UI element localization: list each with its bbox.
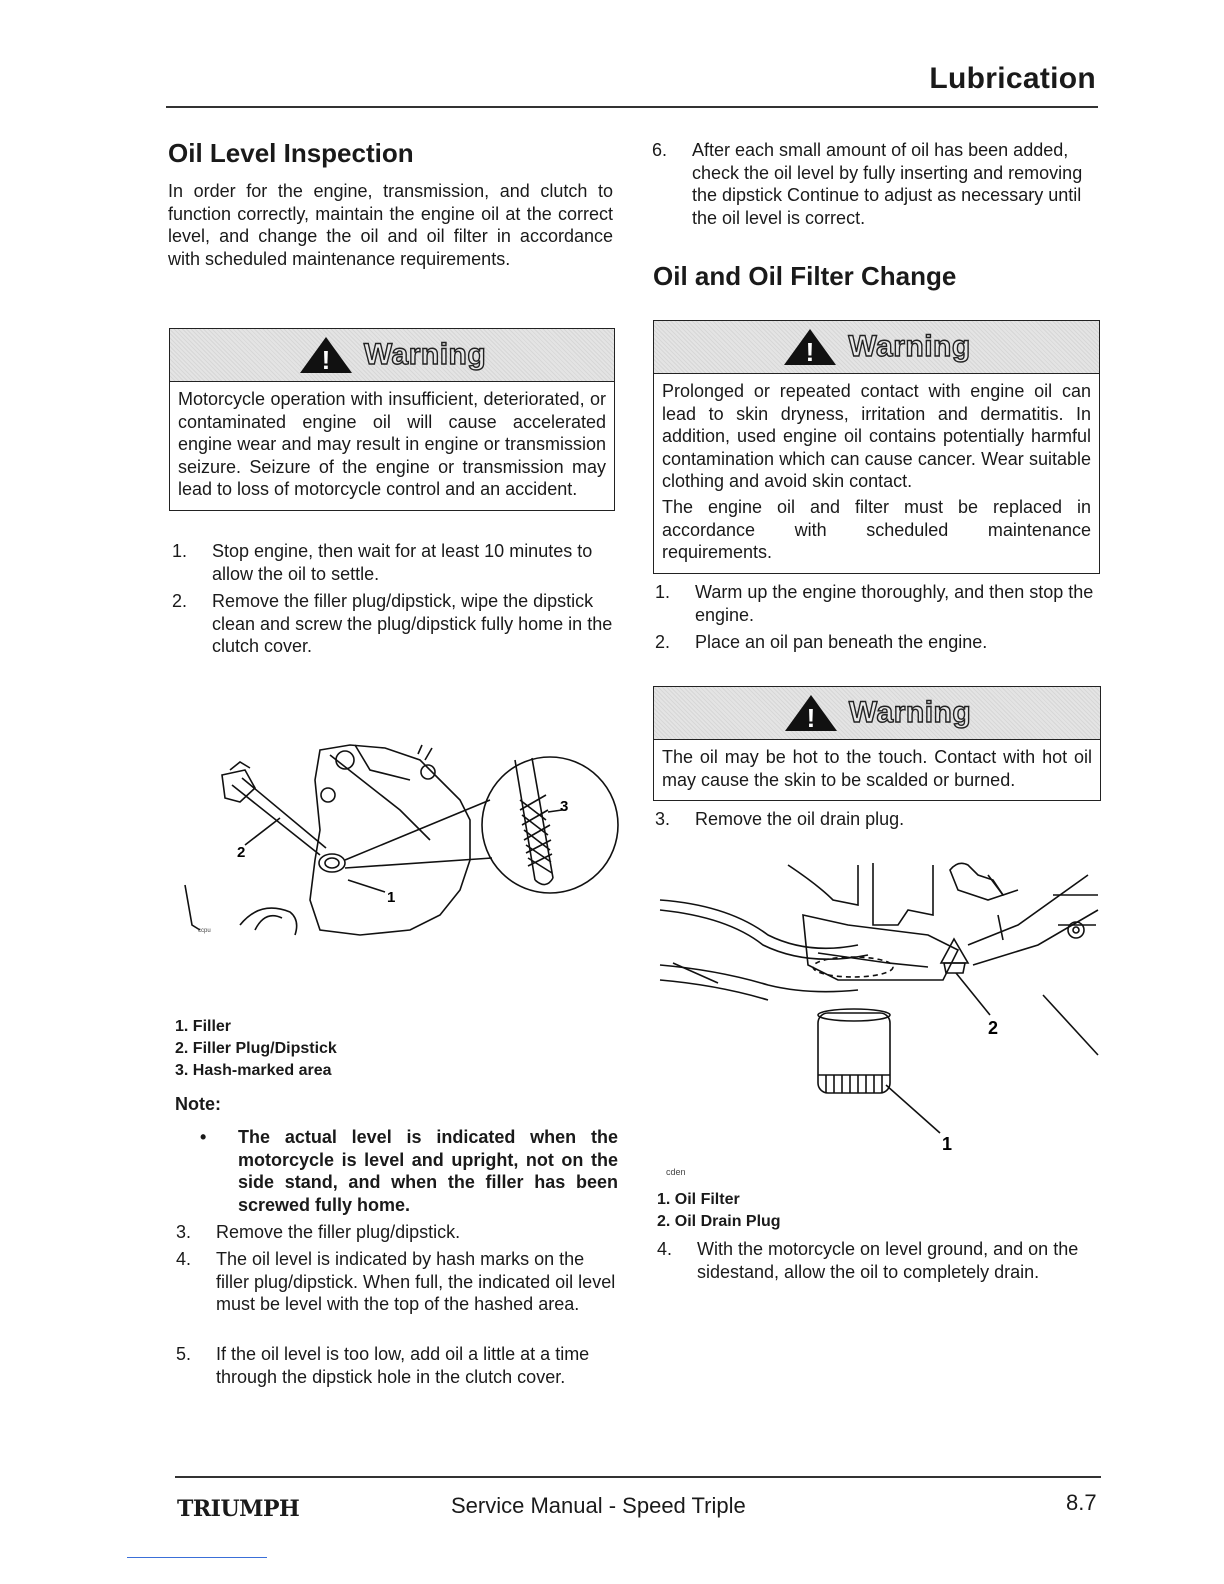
callout-3: 3: [560, 798, 569, 815]
page-number: 8.7: [1066, 1490, 1097, 1515]
caption-2: 2. Filler Plug/Dipstick: [175, 1040, 337, 1057]
list-item: 4. The oil level is indicated by hash marks on the filler plug/dipstick. When full, the indicated oil level must be level with the top of the hashed area.: [176, 1249, 616, 1315]
oil-filter-drain-plug-illustration: [658, 855, 1103, 1155]
caption-1: 1. Oil Filter: [657, 1191, 740, 1208]
left-title: Oil Level Inspection: [168, 138, 414, 168]
warning-box-2: [653, 320, 1100, 574]
section-title: Lubrication: [929, 62, 1096, 95]
footer-manual-title: Service Manual - Speed Triple: [451, 1493, 746, 1518]
header-rule: [166, 106, 1098, 108]
list-item: 2. Remove the filler plug/dipstick, wipe the dipstick clean and screw the plug/dipstick fully home in the clutch cover.: [172, 591, 613, 657]
note-title: Note:: [175, 1094, 221, 1114]
warning-text: The oil may be hot to the touch. Contact with hot oil may cause the skin to be scalded or burned.: [662, 747, 1092, 790]
warning-box-1: [169, 328, 615, 511]
footer-link-line: [127, 1557, 267, 1558]
list-item: 2. Place an oil pan beneath the engine.: [655, 632, 988, 652]
warning-triangle-icon: [298, 335, 354, 375]
footer-rule: [175, 1476, 1101, 1478]
right-title: Oil and Oil Filter Change: [653, 261, 957, 291]
left-intro: In order for the engine, transmission, and clutch to function correctly, maintain the engine oil at the correct level, and change the oil and oil filter in accordance with scheduled maintenance requirements.: [168, 181, 613, 269]
bullet-icon: •: [200, 1127, 207, 1147]
svg-text:!: !: [321, 345, 331, 375]
caption-1: 1. Filler: [175, 1018, 232, 1035]
list-item: 1. Stop engine, then wait for at least 10 minutes to allow the oil to settle.: [172, 541, 593, 584]
callout-2: 2: [237, 844, 246, 861]
dipstick-illustration: [170, 740, 620, 940]
warning-text: The engine oil and filter must be replaced in accordance with scheduled maintenance requirements.: [662, 496, 1091, 563]
list-item: 4. With the motorcycle on level ground, and on the sidestand, allow the oil to completely drain.: [657, 1239, 1079, 1282]
callout-1: 1: [387, 889, 396, 906]
triumph-logo: TRIUMPH: [177, 1496, 300, 1522]
warning-label: Warning: [363, 338, 487, 371]
list-item: 6. After each small amount of oil has been added, check the oil level by fully inserting and removing the dipstick Continue to adjust as necessary until the oil level is correct.: [652, 140, 1083, 228]
warning-box-3: [653, 686, 1101, 801]
list-item: 5. If the oil level is too low, add oil a little at a time through the dipstick hole in the clutch cover.: [176, 1344, 590, 1387]
figure-ref: cden: [666, 1167, 686, 1177]
figure-ref: ccpu: [198, 928, 211, 934]
warning-header: [654, 687, 1100, 740]
svg-text:!: !: [806, 703, 816, 733]
callout-2: 2: [988, 1018, 999, 1038]
caption-3: 3. Hash-marked area: [175, 1062, 332, 1079]
list-item: 3. Remove the filler plug/dipstick.: [176, 1222, 461, 1242]
warning-text: Motorcycle operation with insufficient, deteriorated, or contaminated engine oil will cause accelerated engine wear and may result in engine or transmission seizure. Seizure of the engine or transmission may lead to loss of motorcycle control and an accident.: [178, 389, 606, 500]
caption-2: 2. Oil Drain Plug: [657, 1213, 781, 1230]
warning-header: [654, 321, 1099, 374]
warning-header: [170, 329, 614, 382]
warning-text: Prolonged or repeated contact with engine oil can lead to skin dryness, irritation and dermatitis. In addition, used engine oil contains potentially harmful contamination which can cause cancer. Wear suitable clothing and avoid skin contact.: [662, 381, 1091, 492]
warning-triangle-icon: [782, 327, 838, 367]
warning-label: Warning: [848, 330, 971, 363]
callout-1: 1: [942, 1134, 953, 1154]
warning-triangle-icon: [783, 693, 839, 733]
svg-text:!: !: [805, 337, 815, 367]
list-item: 1. Warm up the engine thoroughly, and then stop the engine.: [655, 582, 1094, 625]
note-bullet: • The actual level is indicated when the motorcycle is level and upright, not on the side stand, and when the filler has been screwed fully home.: [200, 1127, 618, 1215]
list-item: 3. Remove the oil drain plug.: [655, 809, 905, 829]
warning-label: Warning: [848, 696, 972, 729]
